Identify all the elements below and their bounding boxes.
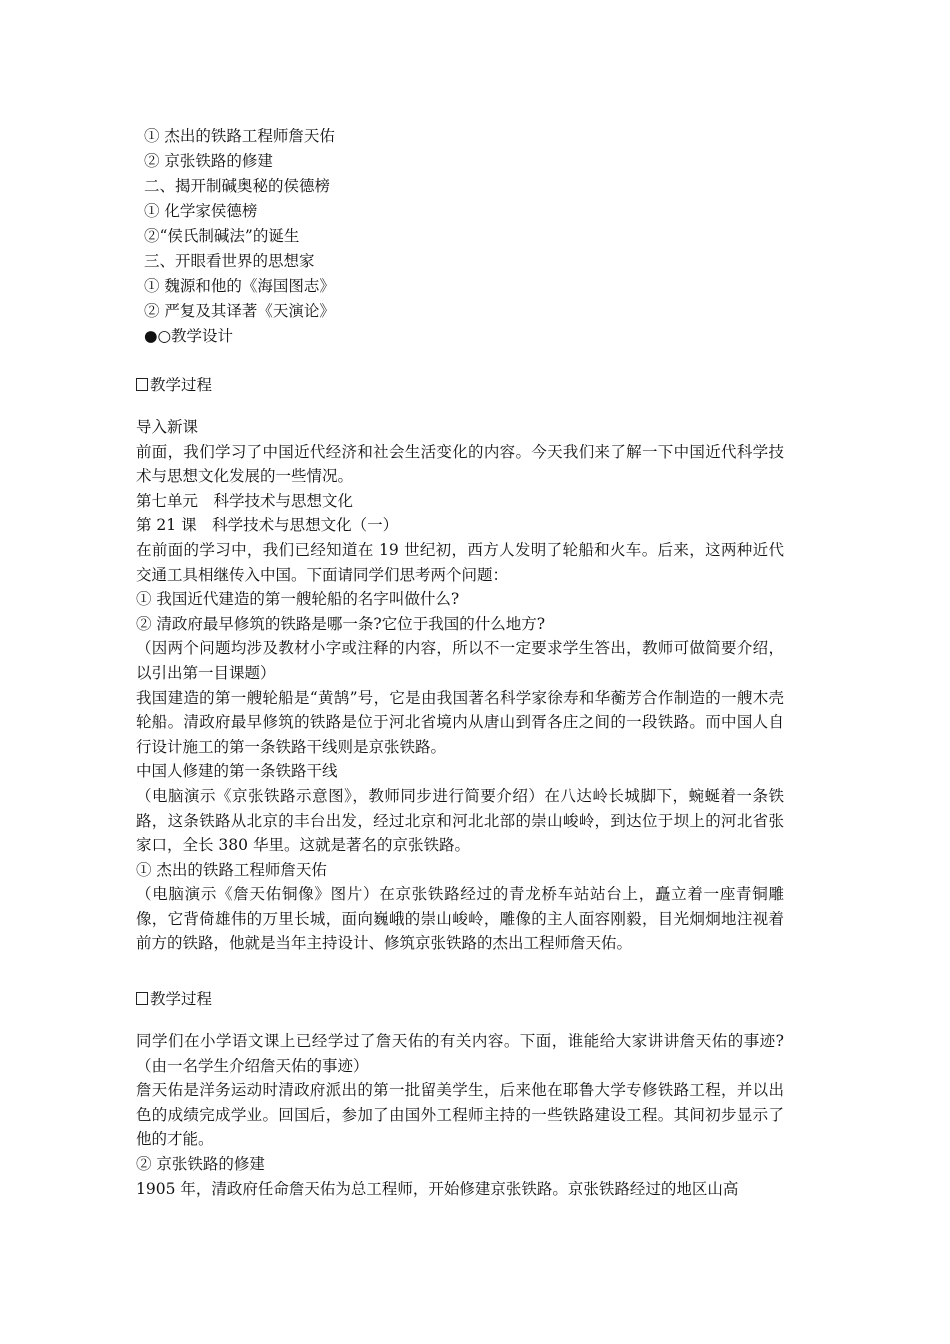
paragraph: 第七单元 科学技术与思想文化: [136, 491, 354, 510]
lesson-outline: [144, 124, 794, 349]
body-block-2: [136, 1029, 784, 1201]
paragraph: ① 我国近代建造的第一艘轮船的名字叫做什么?: [136, 590, 460, 609]
outline-item: ②“侯氏制碱法”的诞生: [144, 227, 300, 245]
paragraph: 导入新课: [136, 418, 199, 436]
paragraph: 前面，我们学习了中国近代经济和社会生活变化的内容。今天我们来了解一下中国近代科学技术与思想文化发展的一些情况。: [136, 442, 784, 486]
paragraph: （因两个问题均涉及教材小字或注释的内容，所以不一定要求学生答出，教师可做简要介绍，以引出第一目课题）: [136, 639, 784, 682]
paragraph: 1905 年，清政府任命詹天佑为总工程师，开始修建京张铁路。京张铁路经过的地区山高: [136, 1179, 739, 1198]
paragraph: 中国人修建的第一条铁路干线: [136, 762, 338, 781]
paragraph: 在前面的学习中，我们已经知道在 19 世纪初，西方人发明了轮船和火车。后来，这两种近代交通工具相继传入中国。下面请同学们思考两个问题：: [136, 540, 784, 584]
outline-item: ① 魏源和他的《海国图志》: [144, 277, 335, 295]
outline-item: ② 严复及其译著《天演论》: [144, 302, 335, 320]
section-heading-teaching-process: [136, 987, 212, 1012]
paragraph: 我国建造的第一艘轮船是“黄鹄”号，它是由我国著名科学家徐寿和华蘅芳合作制造的一艘木壳轮船。清政府最早修筑的铁路是位于河北省境内从唐山到胥各庄之间的一段铁路。而中国人自行设计施工的第一条铁路干线则是京张铁路。: [136, 688, 784, 756]
outline-item: 三、开眼看世界的思想家: [144, 252, 315, 270]
paragraph: （电脑演示《京张铁路示意图》，教师同步进行简要介绍）在八达岭长城脚下，蜿蜒着一条铁路，这条铁路从北京的丰台出发，经过北京和河北北部的崇山峻岭，到达位于坝上的河北省张家口，全长 380 华里。这就是著名的京张铁路。: [136, 786, 784, 855]
section-heading-label: 教学过程: [150, 376, 213, 394]
outline-item: ① 杰出的铁路工程师詹天佑: [144, 127, 335, 145]
section-heading-teaching-process: [136, 373, 212, 398]
outline-item: ●○教学设计: [144, 327, 234, 345]
paragraph: ② 京张铁路的修建: [136, 1154, 265, 1173]
paragraph: 詹天佑是洋务运动时清政府派出的第一批留美学生，后来他在耶鲁大学专修铁路工程，并以出色的成绩完成学业。回国后，参加了由国外工程师主持的一些铁路建设工程。其间初步显示了他的才能。: [136, 1081, 784, 1149]
paragraph: ② 清政府最早修筑的铁路是哪一条?它位于我国的什么地方?: [136, 614, 546, 633]
body-block-1: [136, 415, 784, 956]
paragraph: 同学们在小学语文课上已经学过了詹天佑的有关内容。下面，谁能给大家讲讲詹天佑的事迹?（由一名学生介绍詹天佑的事迹）: [136, 1032, 784, 1075]
outline-item: ② 京张铁路的修建: [144, 152, 273, 170]
section-heading-label: 教学过程: [150, 990, 213, 1008]
paragraph: 第 21 课 科学技术与思想文化（一）: [136, 516, 399, 535]
checkbox-square-icon: [136, 992, 148, 1005]
outline-item: 二、揭开制碱奥秘的侯德榜: [144, 177, 331, 195]
checkbox-square-icon: [136, 378, 148, 391]
paragraph: ① 杰出的铁路工程师詹天佑: [136, 860, 327, 879]
paragraph: （电脑演示《詹天佑铜像》图片）在京张铁路经过的青龙桥车站站台上，矗立着一座青铜雕像，它背倚雄伟的万里长城，面向巍峨的崇山峻岭，雕像的主人面容刚毅，目光炯炯地注视着前方的铁路，他就是当年主持设计、修筑京张铁路的杰出工程师詹天佑。: [136, 885, 784, 953]
outline-item: ① 化学家侯德榜: [144, 202, 258, 220]
